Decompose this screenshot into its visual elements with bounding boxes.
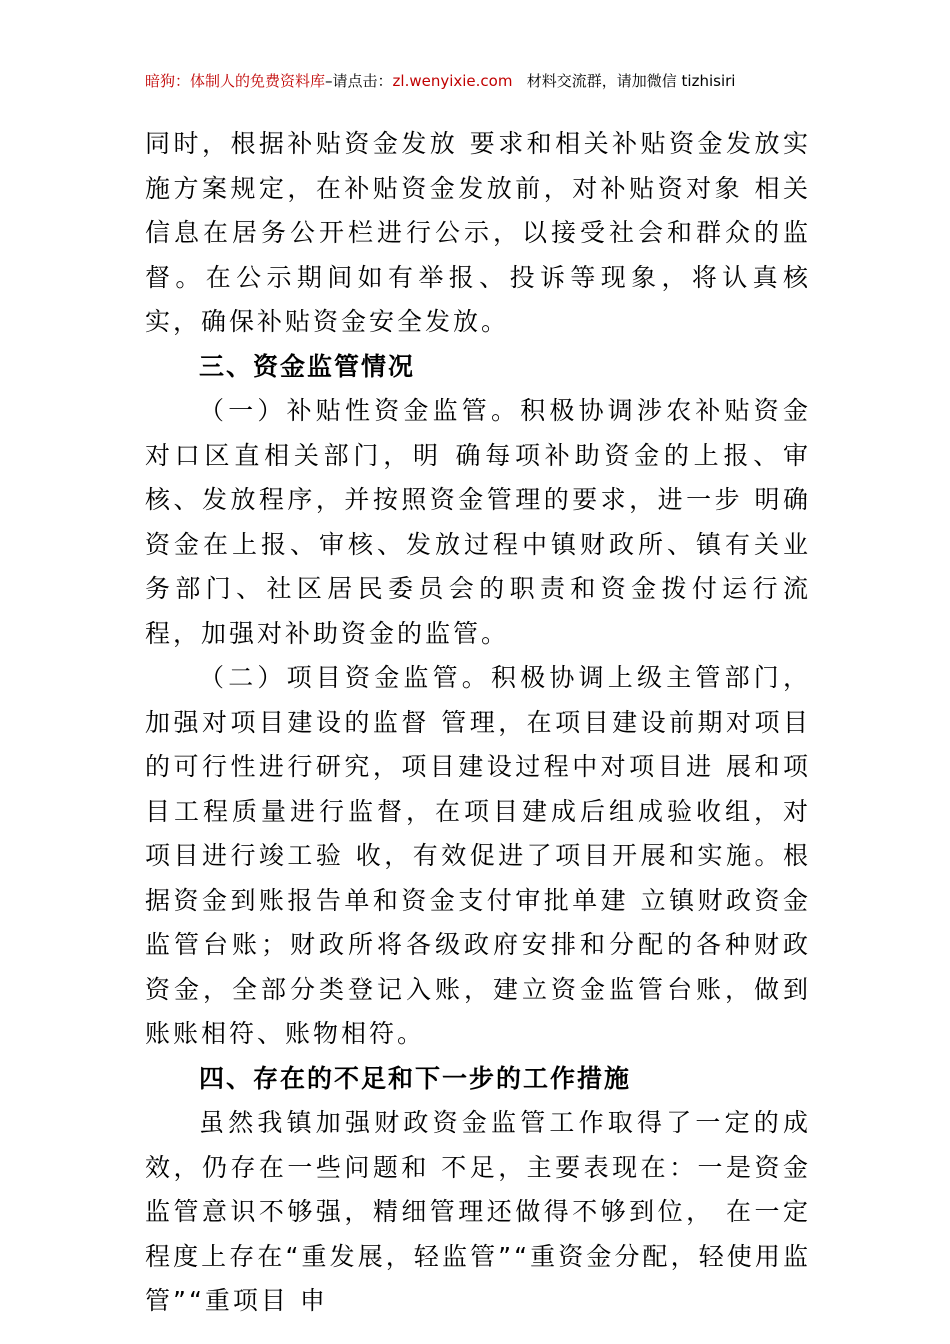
site-url-link[interactable]: zl.wenyixie.com xyxy=(392,72,513,90)
site-name: 暗狗：体制人的免费资料库 xyxy=(145,72,326,90)
section-heading-3: 三、资金监管情况 xyxy=(199,351,416,381)
section-heading-4: 四、存在的不足和下一步的工作措施 xyxy=(199,1063,632,1093)
document-body xyxy=(145,122,811,1324)
group-contact-text: 材料交流群，请加微信 tizhisiri xyxy=(526,72,736,90)
paragraph-subsidy-supervision: （一）补贴性资金监管。积极协调涉农补贴资金对口区直相关部门，明 确每项补助资金的上报、审核、发放程序，并按照资金管理的要求，进一步 明确资金在上报、审核、发放过程中镇财政所、镇有关业务部门、社区居民委员会的职责和资金拨付运行流程，加强对补助资金的监管。 xyxy=(145,396,811,648)
page-header xyxy=(145,70,807,94)
paragraph-project-supervision: （二）项目资金监管。积极协调上级主管部门，加强对项目建设的监督 管理，在项目建设前期对项目的可行性进行研究，项目建设过程中对项目进 展和项目工程质量进行监督，在项目建成后组成验收组，对项目进行竣工验 收，有效促进了项目开展和实施。根据资金到账报告单和资金支付审批单建 立镇财政资金监管台账；财政所将各级政府安排和分配的各种财政资金，全部分类登记入账，建立资金监管台账，做到账账相符、账物相符。 xyxy=(145,663,811,1048)
paragraph-publicity: 同时，根据补贴资金发放 要求和相关补贴资金发放实施方案规定，在补贴资金发放前，对补贴资对象 相关信息在居务公开栏进行公示，以接受社会和群众的监督。在公示期间如有举报、投诉等现象，将认真核实，确保补贴资金安全发放。 xyxy=(145,129,811,336)
paragraph-shortcomings: 虽然我镇加强财政资金监管工作取得了一定的成效，仍存在一些问题和 不足，主要表现在：一是资金监管意识不够强，精细管理还做得不够到位， 在一定程度上存在“重发展，轻监管”“重资金分配，轻使用监管”“重项目 申 xyxy=(145,1108,811,1315)
header-prompt: –请点击： xyxy=(325,72,393,90)
